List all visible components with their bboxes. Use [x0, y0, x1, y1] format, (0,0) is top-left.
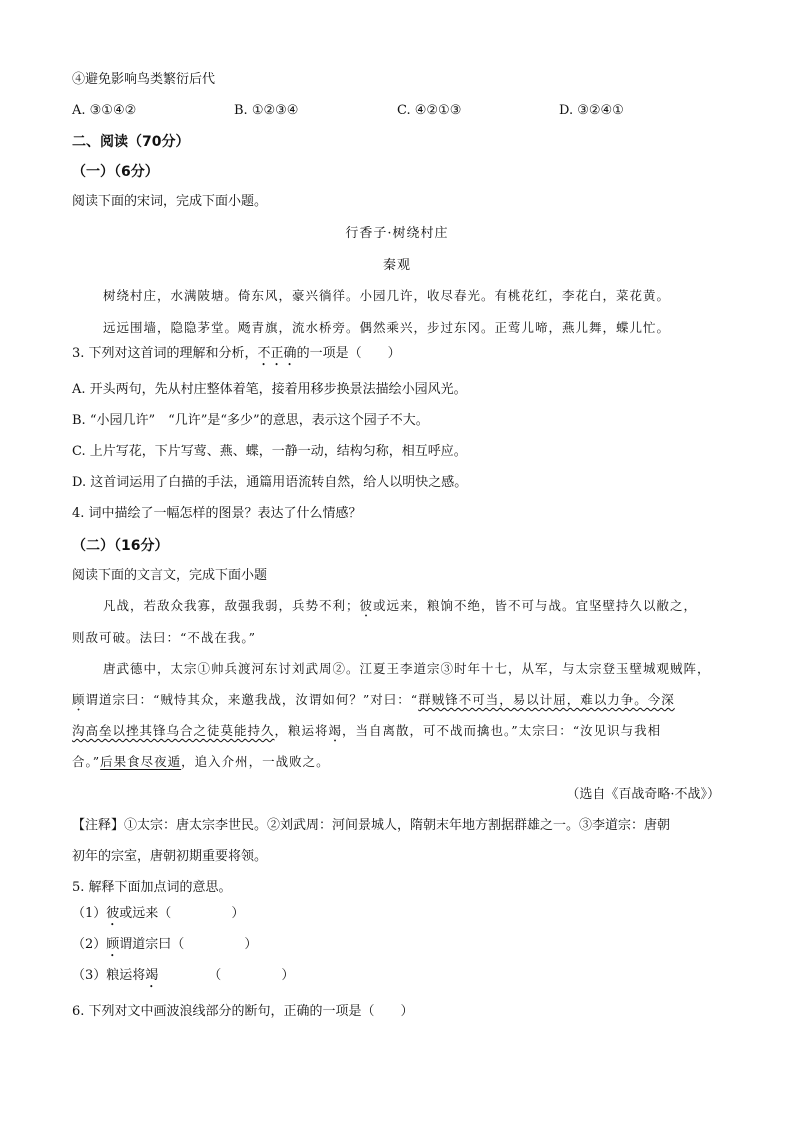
passage-p2-line-3: 沟高垒以挫其锋乌合之徒莫能持久，粮运将竭，当自离散，可不战而擒也。”太宗曰：“汝见识与我相 [72, 723, 662, 738]
option-b: B. ①②③④ [234, 103, 299, 118]
notes-line-1: 【注释】①太宗：唐太宗李世民。②刘武周：河间景城人，隋朝末年地方割据群雄之一。③李道宗：唐朝 [72, 818, 671, 833]
option-a: A. ③①④② [72, 103, 137, 118]
q5-item-3: （3）粮运将竭 （ ） [72, 968, 295, 983]
question-3: 3. 下列对这首词的理解和分析，不正确的一项是（ ） [72, 346, 401, 361]
poem-line-2: 远远围墙，隐隐茅堂。飏青旗，流水桥旁。偶然乘兴，步过东冈。正莺儿啼，燕儿舞，蝶儿忙。 [103, 320, 671, 335]
question-4: 4. 词中描绘了一幅怎样的图景？表达了什么情感？ [72, 506, 362, 521]
question-6: 6. 下列对文中画波浪线部分的断句，正确的一项是（ ） [72, 1004, 414, 1019]
poem-author: 秦观 [382, 258, 411, 273]
question-5: 5. 解释下面加点词的意思。 [72, 880, 232, 895]
part1-intro: 阅读下面的宋词，完成下面小题。 [72, 194, 268, 209]
option-d: D. ③②④① [559, 103, 624, 118]
part2-intro: 阅读下面的文言文，完成下面小题 [72, 568, 268, 583]
passage-p2-line-2: 顾谓道宗曰：“贼恃其众，来邀我战，汝谓如何？”对曰：“群贼锋不可当，易以计屈，难以力争。今深 [72, 692, 675, 707]
option-c: C. ④②①③ [397, 103, 462, 118]
passage-source: （选自《百战奇略·不战》） [566, 787, 720, 802]
q3-option-c: C. 上片写花，下片写莺、燕、蝶，一静一动，结构匀称，相互呼应。 [72, 444, 467, 459]
passage-p2-line-4: 合。”后果食尽夜遁，追入介州，一战败之。 [72, 754, 330, 769]
notes-line-2: 初年的宗室，唐朝初期重要将领。 [72, 849, 268, 864]
q3-option-b: B. “小园几许” “几许”是“多少”的意思，表示这个园子不大。 [72, 413, 429, 428]
q3-option-d: D. 这首词运用了白描的手法，通篇用语流转自然，给人以明快之感。 [72, 475, 468, 490]
question-item-4: ④避免影响鸟类繁衍后代 [72, 72, 216, 87]
q3-option-a: A. 开头两句，先从村庄整体着笔，接着用移步换景法描绘小园风光。 [72, 382, 467, 397]
part2-title: （二）（16分） [72, 538, 169, 554]
passage-p2-line-1: 唐武德中，太宗①帅兵渡河东讨刘武周②。江夏王李道宗③时年十七，从军，与太宗登玉壁城观贼阵， [103, 661, 711, 676]
passage-p1-line-1: 凡战，若敌众我寡，敌强我弱，兵势不利；彼或远来，粮饷不绝，皆不可与战。宜坚壁持久以敝之， [103, 598, 698, 613]
poem-line-1: 树绕村庄，水满陂塘。倚东风，豪兴徜徉。小园几许，收尽春光。有桃花红，李花白，菜花黄。 [103, 288, 671, 303]
section-title: 二、阅读（70分） [72, 134, 190, 150]
q5-item-1: （1）彼或远来（ ） [72, 906, 245, 921]
q5-item-2: （2）顾谓道宗曰（ ） [72, 937, 258, 952]
passage-p1-line-2: 则敌可破。法曰：“不战在我。” [72, 630, 257, 645]
poem-title: 行香子·树绕村庄 [345, 226, 449, 241]
part1-title: （一）（6分） [72, 164, 159, 180]
